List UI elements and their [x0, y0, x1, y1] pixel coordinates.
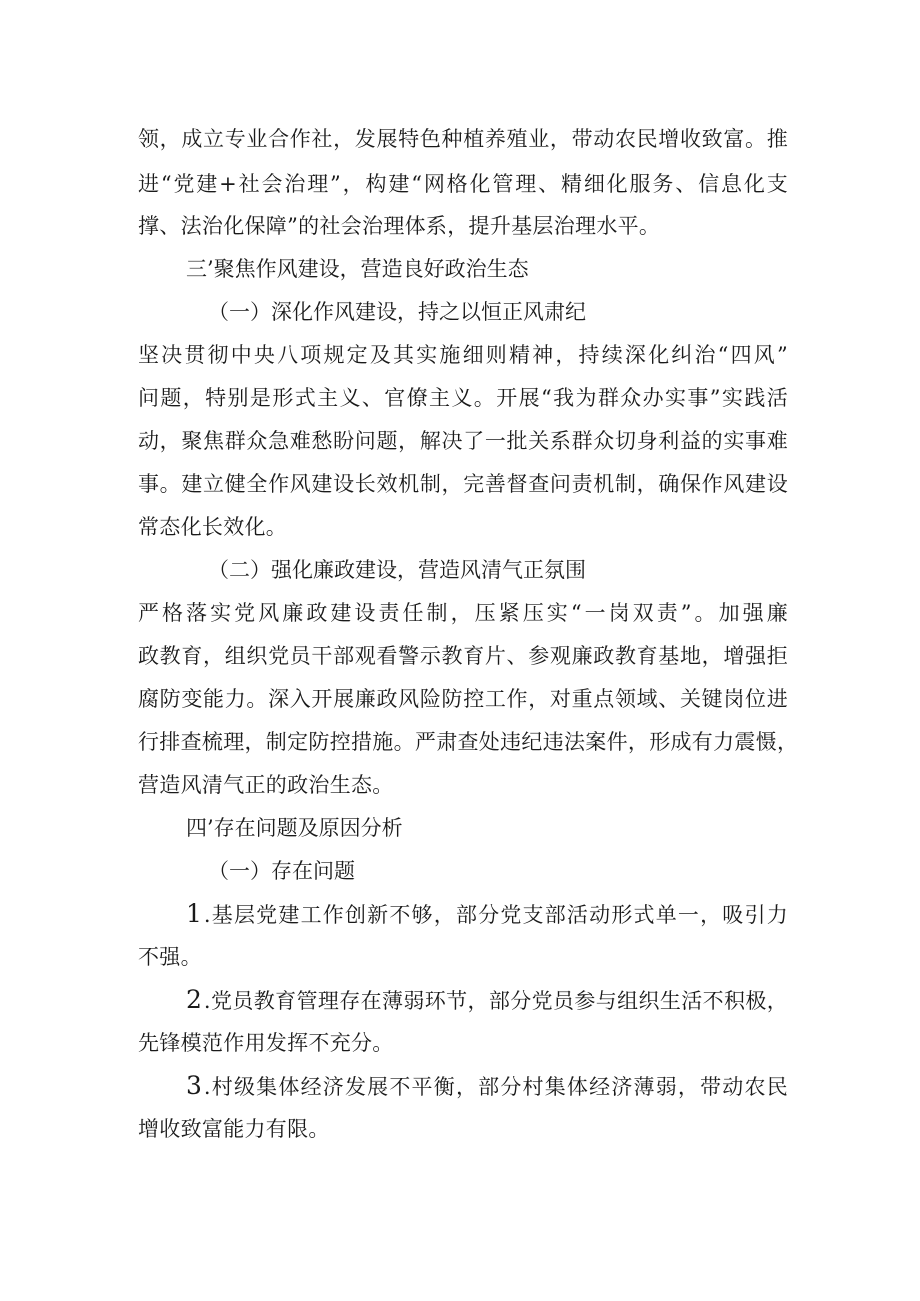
- section-heading: 四’存在问题及原因分析: [186, 816, 403, 840]
- paragraph-line: 营造风清气正的政治生态。: [138, 773, 394, 797]
- list-item-continuation: 增收致富能力有限。: [138, 1117, 330, 1141]
- paragraph-line: 进“党建+社会治理”，构建“网格化管理、精细化服务、信息化支: [138, 172, 788, 196]
- list-item-number: 1: [186, 899, 204, 928]
- section-heading: 三’聚焦作风建设，营造良好政治生态: [186, 257, 529, 281]
- subsection-heading: （二）强化廉政建设，营造风清气正氛围: [208, 558, 586, 582]
- paragraph-line: 事。建立健全作风建设长效机制，完善督查问责机制，确保作风建设: [138, 472, 788, 496]
- list-item-continuation: 不强。: [138, 945, 202, 969]
- list-item-text: .基层党建工作创新不够，部分党支部活动形式单一，吸引力: [203, 903, 788, 927]
- paragraph-line: 政教育，组织党员干部观看警示教育片、参观廉政教育基地，增强拒: [138, 644, 788, 668]
- paragraph-line: 撑、法治化保障”的社会治理体系，提升基层治理水平。: [138, 214, 661, 238]
- subsection-heading: （一）深化作风建设，持之以恒正风肃纪: [208, 300, 586, 324]
- paragraph-line: 常态化长效化。: [138, 515, 288, 539]
- list-item-number: 2: [186, 985, 204, 1014]
- paragraph-line: 腐防变能力。深入开展廉政风险防控工作，对重点领域、关键岗位进: [138, 687, 788, 711]
- list-item: [186, 901, 788, 928]
- list-item-text: .村级集体经济发展不平衡，部分村集体经济薄弱，带动农民: [203, 1075, 788, 1099]
- paragraph-line: 问题，特别是形式主义、官僚主义。开展“我为群众办实事”实践活: [138, 386, 788, 410]
- list-item: [186, 987, 788, 1014]
- list-item: [186, 1073, 788, 1100]
- paragraph-line: 行排查梳理，制定防控措施。严肃查处违纪违法案件，形成有力震慑，: [138, 730, 799, 754]
- subsection-heading: （一）存在问题: [208, 859, 355, 883]
- paragraph-line: 坚决贯彻中央八项规定及其实施细则精神，持续深化纠治“四风”: [138, 343, 788, 367]
- list-item-text: .党员教育管理存在薄弱环节，部分党员参与组织生活不积极，: [203, 989, 788, 1013]
- paragraph-line: 领，成立专业合作社，发展特色种植养殖业，带动农民增收致富。推: [138, 127, 788, 151]
- list-item-number: 3: [186, 1071, 204, 1100]
- paragraph-line: 动，聚焦群众急难愁盼问题，解决了一批关系群众切身利益的实事难: [138, 429, 788, 453]
- list-item-continuation: 先锋模范作用发挥不充分。: [138, 1031, 394, 1055]
- paragraph-line: 严格落实党风廉政建设责任制，压紧压实“一岗双责”。加强廉: [138, 601, 788, 625]
